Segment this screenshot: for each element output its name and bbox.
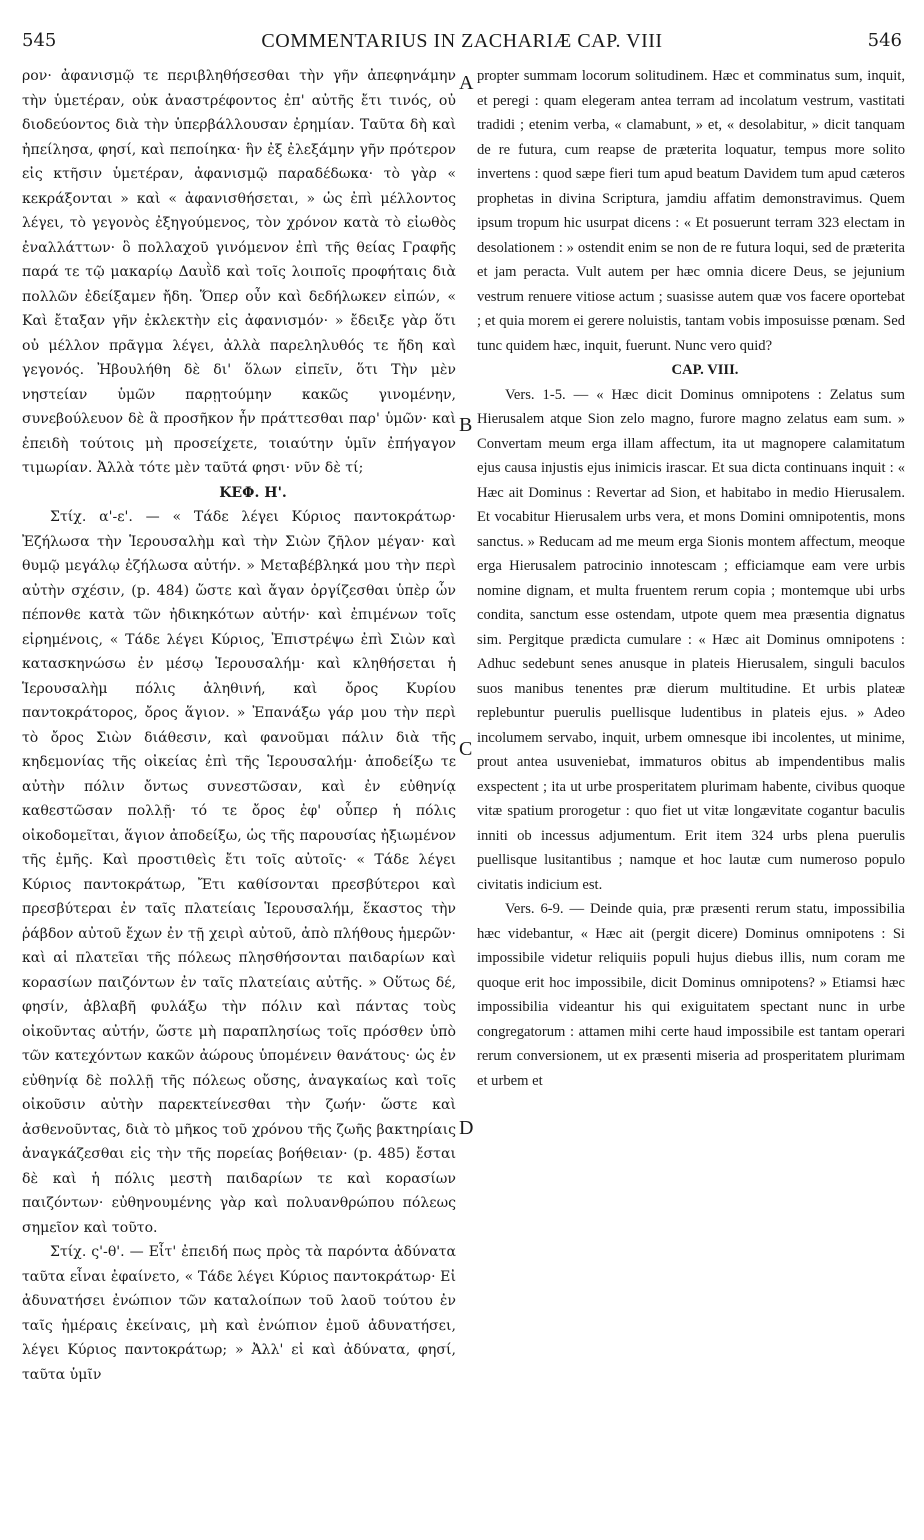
latin-chapter-heading: CAP. VIII. <box>671 362 739 378</box>
page-number-left: 545 <box>22 30 57 51</box>
running-title: COMMENTARIUS IN ZACHARIÆ CAP. VIII <box>261 30 663 52</box>
greek-column <box>22 64 456 1526</box>
latin-paragraph-3: Vers. 6-9. — Deinde quia, præ præsenti rerum statu, impossibilia hæc videbantur, « Hæc ait (pergit dicere) Dominus omnipotens : Si impossibile videtur reliquiis populi hujus diebus illis, num coram me quoque erit hoc impossibile, dicit Dominus omnipotens? » Etiamsi hæc impossibilia videantur his qui exiguitatem spectant nunc in urbe congregatorum : attamen mihi certe haud impossibile est tantam operari rerum conversionem, ut ex præsenti miseria ad prosperitatem plurimam et urbem et <box>477 901 905 1089</box>
greek-paragraph-1: ρον· ἀφανισμῷ τε περιβληθήσεσθαι τὴν γῆν ἀπεφηνάμην τὴν ὑμετέραν, οὐκ ἀναστρέφοντος ἐπ' αὐτῆς ἔτι τινός, οὐ διοδεύοντος διὰ τὴν ὑπερβάλλουσαν ἐρημίαν. Ταῦτα δὴ καὶ ἠπείλησα, φησί, καὶ πεποίηκα· ἣν ἐξ ἐλεξάμην γῆν πρότερον εἰς κτῆσιν ὑμετέραν, ἀφανισμῷ παραδέδωκα· τὸ γὰρ « κεκράξονται » καὶ « ἀφανισθήσεται, » ὡς ἐπὶ μέλλοντος λέγει, τὸ γεγονὸς ἐξηγούμενος, τὸν χρόνον κατὰ τὸ εἰωθὸς ἐναλλάττων· ὃ πολλαχοῦ γινόμενον ἐπὶ τῆς θείας Γραφῆς παρά τε τῷ μακαρίῳ Δαυῒδ καὶ τοῖς λοιποῖς προφήταις διὰ πολλῶν ἐδείξαμεν ἤδη. Ὅπερ οὖν καὶ δεδήλωκεν εἰπών, « Καὶ ἔταξαν γῆν ἐκλεκτὴν εἰς ἀφανισμόν· » ἔδειξε γὰρ ὅτι οὐ μέλλον πρᾶγμα λέγει, ἀλλὰ παρεληλυθός τε ἤδη καὶ γεγονός. Ἠβουλήθη δὲ δι' ὅλων εἰπεῖν, ὅτι Τὴν μὲν νηστείαν ὑμῶν παρῃτούμην κακῶς γινομένην, συνεβούλευον δὲ ἃ προσῆκον ἦν πράττεσθαι παρ' ὑμῶν· καὶ ἐπειδὴ τούτοις μὴ προσείχετε, τοιαύτην ὑμῖν ἐπήγαγον τιμωρίαν. Ἀλλὰ τότε μὲν ταῦτά φησι· νῦν δὲ τί; <box>22 68 456 476</box>
page-number-right: 546 <box>867 30 902 51</box>
latin-column <box>477 64 905 1526</box>
margin-letter-d: D <box>459 1117 474 1139</box>
margin-letter-a: A <box>459 72 474 94</box>
greek-paragraph-2: Στίχ. α'-ε'. — « Τάδε λέγει Κύριος παντοκράτωρ· Ἐζήλωσα τὴν Ἱερουσαλὴμ καὶ τὴν Σιὼν ζῆλον μέγαν· καὶ θυμῷ μεγάλῳ ἐζήλωσα αὐτήν. » Μεταβέβληκά μου τὴν περὶ αὐτὴν σχέσιν, (p. 484) ὥστε καὶ ἄγαν ὀργίζεσθαι ὑπὲρ ὧν πέπονθε κατὰ τῶν ἠδικηκότων αὐτήν· καὶ ἐπιμένων τοῖς εἰρημένοις, « Τάδε λέγει Κύριος, Ἐπιστρέψω ἐπὶ Σιὼν καὶ κατασκηνώσω ἐν μέσῳ Ἱερουσαλήμ· καὶ κληθήσεται ἡ Ἱερουσαλὴμ πόλις ἀληθινή, καὶ ὄρος Κυρίου παντοκράτορος, ὄρος ἅγιον. » Ἐπανάξω γάρ μου τὴν περὶ τὸ ὄρος Σιὼν διάθεσιν, καὶ φανοῦμαι πάλιν διὰ τῆς κηδεμονίας τῆς οἰκείας ἐπὶ τῆς Ἱερουσαλήμ· ἀποδείξω τε αὐτὴν πόλιν ὄντως συνεστῶσαν, καὶ ἐν εὐθηνίᾳ καθεστῶσαν πολλῇ· τό τε ὄρος ἐφ' οὗπερ ἡ πόλις οἰκοδομεῖται, ἅγιον ἀποδείξω, ὡς τῆς παρουσίας ἠξιωμένον τῆς ἐμῆς. Καὶ προστιθεὶς ἔτι τοῖς αὐτοῖς· « Τάδε λέγει Κύριος παντοκράτωρ, Ἔτι καθίσονται πρεσβύτεροι καὶ πρεσβύτεραι ἐν ταῖς πλατείαις Ἱερουσαλήμ, ἕκαστος τὴν ῥάβδον αὐτοῦ ἔχων ἐν τῇ χειρὶ αὐτοῦ, ἀπὸ πλήθους ἡμερῶν· καὶ αἱ πλατεῖαι τῆς πόλεως πλησθήσονται παιδαρίων καὶ κορασίων παιζόντων ἐν ταῖς πλατείαις αὐτῆς. » Οὕτως δέ, φησίν, ἀβλαβῆ φυλάξω τὴν πόλιν καὶ πάντας τοὺς οἰκοῦντας αὐτήν, ὥστε μὴ παραπλησίως τοῖς πρόσθεν ὑπὸ τῶν κατεχόντων κακῶν ἀώρους ὑπομένειν θανάτους· ὡς ἐν εὐθηνίᾳ δὲ πολλῇ τῆς πόλεως οὔσης, ἀναγκαίως καὶ τοῖς οἰκοῦσιν αὐτὴν παρεκτείνεσθαι τὴν ζωήν· ὥστε καὶ ἀσθενοῦντας, διὰ τὸ μῆκος τοῦ χρόνου τῆς ζωῆς βακτηρίαις ἀναγκάζεσθαι εἰς τὴν τῆς πορείας βοήθειαν· (p. 485) ἔσται δὲ καὶ ἡ πόλις μεστὴ παιδαρίων τε καὶ κορασίων παιζόντων· εὐθηνουμένης γὰρ καὶ πολυανθρώπου πόλεως σημεῖον καὶ τοῦτο. <box>22 509 456 1236</box>
margin-letter-b: B <box>459 414 473 436</box>
margin-letter-c: C <box>459 738 473 760</box>
latin-paragraph-2: Vers. 1-5. — « Hæc dicit Dominus omnipotens : Zelatus sum Hierusalem atque Sion zelo magno, furore magno zelatus eam sum. » Convertam meum erga illam affectum, ita ut magnopere calamitatum ejus causa injustis ejus inimicis irascar. Et sua dicta continuans inquit : « Hæc ait Dominus : Revertar ad Sion, et habitabo in medio Hierusalem. Et vocabitur Hierusalem urbs vera, et mons Domini omnipotentis, mons sanctus. » Reducam ad me meum erga Sionis montem affectum, meoque erga Hierusalem patrocinio innotescam ; efficiamque eam vere urbis nomine dignam, et multa fruentem rerum copia ; montemque ubi urbs condita, sanctum esse ostendam, utpote quem mea præsentia dignatus sim. Pergitque prædicta cumulare : « Hæc ait Dominus omnipotens : Adhuc sedebunt senes anusque in plateis Hierusalem, singuli baculos suos manibus tenentes præ dierum multitudine. Et urbis plateæ replebuntur puerulis puellisque ludentibus in plateis ejus. » Adeo incolumem servabo, inquit, urbem omnesque ibi incolentes, ut minime, prout antea usuveniebat, immaturos obitus ab impendentibus malis exspectent ; ita ut urbe prosperitatem plurimam habente, civibus quoque vitæ spatium prorogetur : quo fiet ut vitæ longævitate cogantur baculis inniti ob incessus adjumentum. Erit item 324 urbs plena puerulis puellisque lusitantibus ; namque et hoc lautæ cum numeroso populo civitatis indicium est. <box>477 386 905 893</box>
latin-paragraph-1: propter summam locorum solitudinem. Hæc et comminatus sum, inquit, et peregi : quam elegeram antea terram ad incolatum vestrum, vastitati tradidi ; etenim verba, « clamabunt, » et, « desolabitur, » dicit tanquam de re futura, cum reapse de præterita loquatur, tempus more solito invertens : quod sæpe fieri tum apud beatum Davidem tum apud cæteros prophetas in divina Scriptura, jamdiu affatim demonstravimus. Quem ipsum tropum hic usurpat dicens : « Et posuerunt terram 323 electam in desolationem : » ostendit enim se non de re futura loqui, sed de præterita et jam peracta. Vult autem per hæc omnia dicere Deus, se jejunium vestrum renuere vitiose actum ; suasisse autem quæ vos facere oportebat ; et quia morem ei gerere noluistis, tantam vobis imposuisse pœnam. Sed tunc quidem hæc, inquit, fuerunt. Nunc vero quid? <box>477 68 905 354</box>
running-header <box>22 30 902 60</box>
greek-paragraph-3: Στίχ. ς'-θ'. — Εἶτ' ἐπειδή πως πρὸς τὰ παρόντα ἀδύνατα ταῦτα εἶναι ἐφαίνετο, « Τάδε λέγει Κύριος παντοκράτωρ· Εἰ ἀδυνατήσει ἐνώπιον τῶν καταλοίπων τοῦ λαοῦ τούτου ἐν ταῖς ἡμέραις ἐκείναις, μὴ καὶ ἐνώπιον ἐμοῦ ἀδυνατήσει, λέγει Κύριος παντοκράτωρ; » Ἀλλ' εἰ καὶ ἀδύνατα, φησί, ταῦτα ὑμῖν <box>22 1244 456 1383</box>
greek-chapter-heading: ΚΕΦ. Η'. <box>219 484 287 501</box>
